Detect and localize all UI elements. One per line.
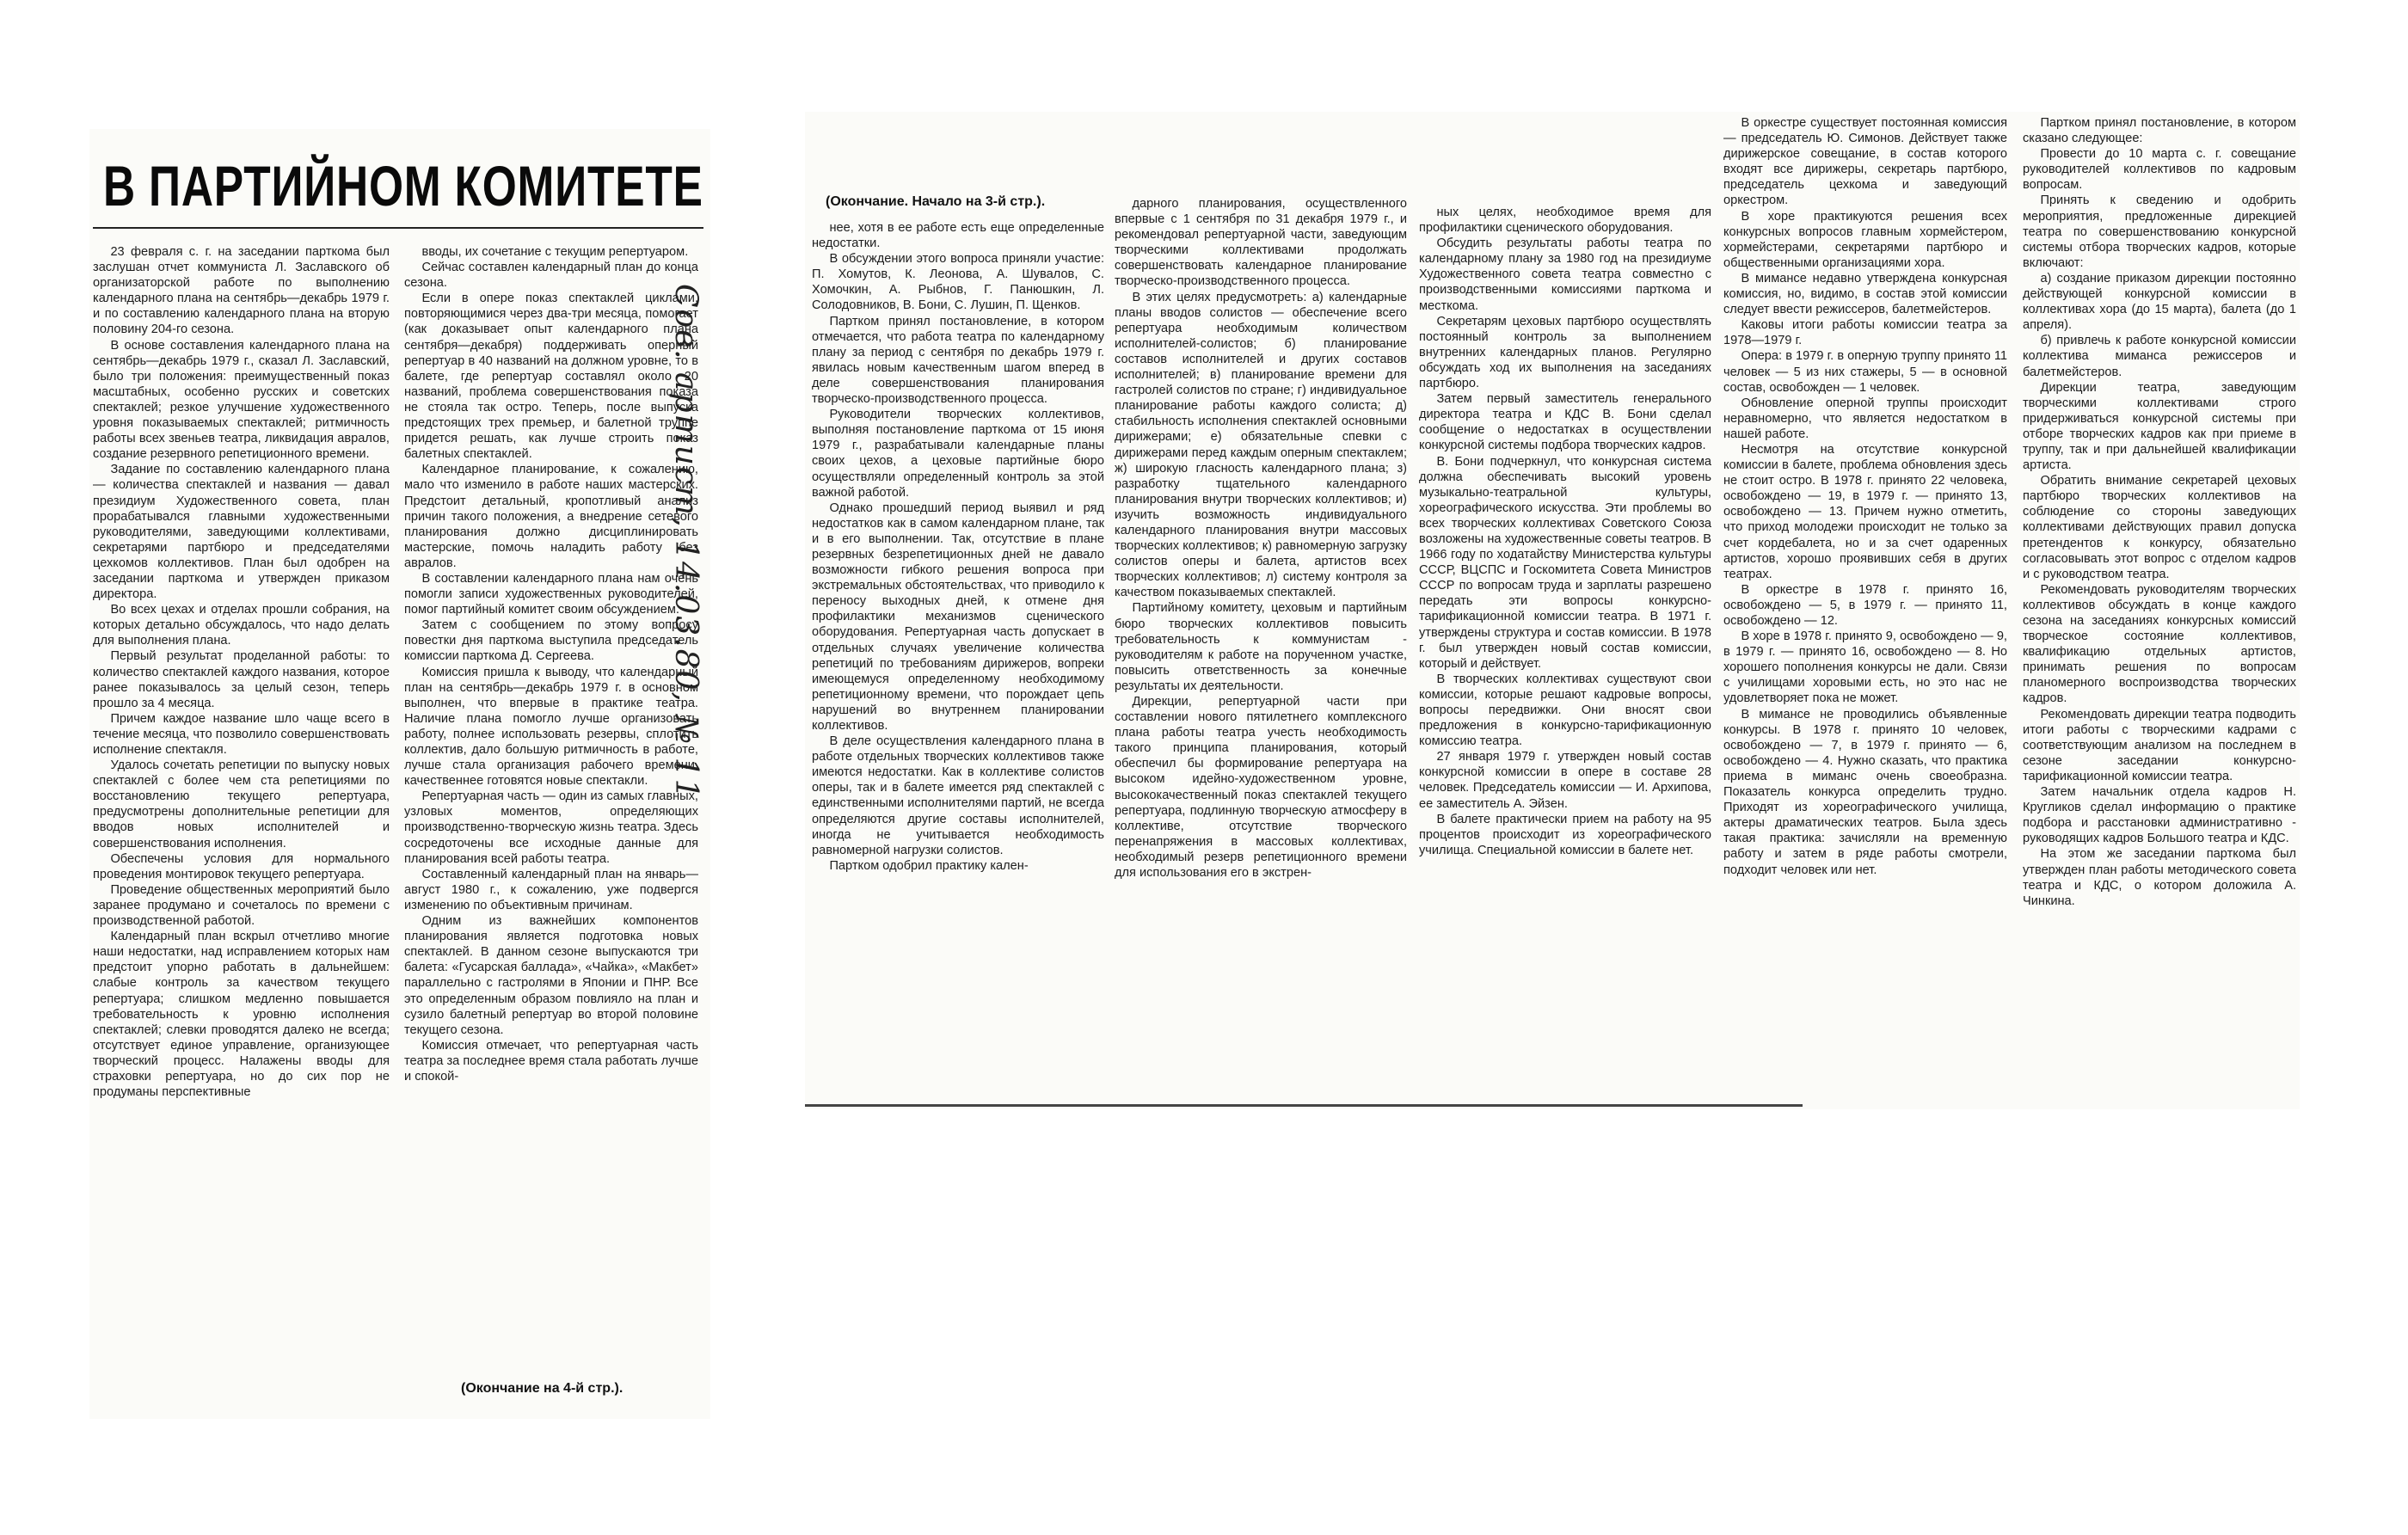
paragraph: Обсудить результаты работы театра по календарному плану за 1980 год на президиуме Художественного совета театра совместно с производственными комиссиями парткома и месткома.: [1419, 236, 1711, 313]
paragraph: Репертуарная часть — один из самых главных, узловых моментов, определяющих производственно-творческую жизнь театра. Здесь сосредоточены все исходные данные для планирования всей работы театра.: [404, 789, 698, 866]
paragraph: Партийному комитету, цеховым и партийным бюро творческих коллективов повысить требовательность к коммунистам - руководителям к работе на порученном участке, повысить ответственность за конечные результаты их деятельности.: [1115, 601, 1407, 693]
paragraph: Комиссия отмечает, что репертуарная часть театра за последнее время стала работать лучше и спокой-: [404, 1038, 698, 1084]
paragraph: ных целях, необходимое время для профилактики сценического оборудования.: [1419, 206, 1711, 236]
paragraph: Дирекции театра, заведующим творческими коллективами строго придерживаться конкурсной системы при отборе творческих кадров как при приеме в труппу, так и при дальнейшей квалификации артиста.: [2023, 380, 2296, 473]
paragraph: Опера: в 1979 г. в оперную труппу принято 11 человек — 5 из них стажеры, 5 — в основной состав, освобожден — 1 человек.: [1723, 349, 2007, 395]
paragraph: Партком принял постановление, в котором сказано следующее:: [2023, 116, 2296, 146]
paragraph: Обеспечены условия для нормального проведения монтировок текущего репертуара.: [93, 851, 390, 881]
headline-rule: [93, 227, 703, 229]
article-column-2: [404, 244, 698, 1371]
paragraph: На этом же заседании парткома был утвержден план работы методического совета театра и КДС, о котором доложила А. Чинкина.: [2023, 847, 2296, 908]
paragraph: Обновление оперной труппы происходит неравномерно, что является недостатком в нашей работе.: [1723, 396, 2007, 441]
paragraph: Каковы итоги работы комиссии театра за 1978—1979 г.: [1723, 318, 2007, 348]
paragraph: Затем начальник отдела кадров Н. Кругликов сделал информацию о практике подбора и расстановки административно - руководящих кадров Большого театра и КДС.: [2023, 785, 2296, 846]
paragraph: Календарное планирование, к сожалению, мало что изменило в работе наших мастерских. Предстоит детальный, кропотливый анализ причин такого положения, а внедрение сетевого планирования должно дисциплинировать мастерские, помочь наладить работу без авралов.: [404, 463, 698, 570]
handwritten-annotation: Сов. артист, 14.03.80, № 11: [668, 284, 703, 801]
paragraph: В составлении календарного плана нам очень помогли записи художественных руководителей, помог партийный комитет своим обсуждением.: [404, 571, 698, 617]
paragraph: В. Бони подчеркнул, что конкурсная система должна обеспечивать высокий уровень музыкально-театральной культуры, хореографического искусства. Эти проблемы во всех творческих коллективах Советского Союза возложены на художественные советы театров. В 1966 году по ходатайству Министерства культуры СССР, ВЦСПС и Госкомитета Совета Министров СССР по вопросам труда и зарплаты разрешено передать эти вопросы конкурсно-тарификационной комиссии театра. В 1971 г. утверждены структура и состав комиссии. В 1978 г. был утвержден новый состав комиссии, который и действует.: [1419, 454, 1711, 671]
paragraph: Рекомендовать дирекции театра подводить итоги работы с творческими кадрами с соответствующим анализом на последнем в сезоне заседании конкурсно-тарификационной комиссии театра.: [2023, 707, 2296, 783]
paragraph: Обратить внимание секретарей цеховых партбюро творческих коллективов на соблюдение со стороны заведующих коллективами действующих правил допуска претендентов к конкурсу, обязательно согласовывать этот вопрос с отделом кадров и с руководством театра.: [2023, 474, 2296, 581]
article-column-3: [812, 220, 1104, 1097]
paragraph: Проведение общественных мероприятий было заранее продумано и сочеталось по времени с производственной работой.: [93, 882, 390, 929]
paragraph: Однако прошедший период выявил и ряд недостатков как в самом календарном плане, так и в его выполнении. Так, отсутствие в плане резервных безрепетиционных дней не давало возможности гибкого решения вопроса при экстремальных обстоятельствах, что приводило к переносу выходных дней, к отмене дня профилактики механизмов сценического оборудования. Репертуарная часть допускает в отдельных случаях увеличение количества репетиций по требованиям дирижеров, вопреки имеющемуся определенному необходимому репетиционному времени, что порождает цепь нарушений во внутреннем планировании коллективов.: [812, 500, 1104, 733]
paragraph: а) создание приказом дирекции постоянно действующей конкурсной комиссии в коллективах хора (до 15 марта), балета (до 1 апреля).: [2023, 271, 2296, 333]
continued-from-note: (Окончание. Начало на 3-й стр.).: [826, 194, 1046, 209]
paragraph: Первый результат проделанной работы: то количество спектаклей каждого названия, которое ранее показывалось за целый сезон, теперь прошло за 4 месяца.: [93, 649, 390, 710]
paragraph: В хоре в 1978 г. принято 9, освобождено — 9, в 1979 г. — принято 16, освобождено — 8. Но хорошего пополнения конкурсы не дали. Связи с училищами хоровыми есть, но это нас не удовлетворяет пока не может.: [1723, 629, 2007, 706]
paragraph: В обсуждении этого вопроса приняли участие: П. Хомутов, К. Леонова, А. Шувалов, С. Хомочкин, А. Рыбнов, Г. Панюшкин, Л. Солодовников, В. Бони, С. Лушин, П. Щенков.: [812, 252, 1104, 313]
paragraph: Затем с сообщением по этому вопросу повестки дня парткома выступила председатель комиссии парткома Д. Сергеева.: [404, 618, 698, 664]
paragraph: Затем первый заместитель генерального директора театра и КДС В. Бони сделал сообщение о недостатках в осуществлении конкурсной системы подбора творческих кадров.: [1419, 392, 1711, 453]
paragraph: В деле осуществления календарного плана в работе отдельных творческих коллективов также имеются недостатки. Как в коллективе солистов оперы, так и в балете имеется ряд спектаклей с единственными исполнителями партий, не всегда определяются другие составы исполнителей, иногда не учитывается необходимость равномерной нагрузки солистов.: [812, 734, 1104, 857]
paragraph: Причем каждое название шло чаще всего в течение месяца, что позволило совершенствовать исполнение спектакля.: [93, 711, 390, 757]
paragraph: В хоре практикуются решения всех конкурсных вопросов главным хормейстером, хормейстерами, секретарями партбюро и общественными организациями хора.: [1723, 209, 2007, 270]
paragraph: Дирекции, репертуарной части при составлении нового пятилетнего комплексного плана работы театра учесть необходимость такого принципа планирования, который обеспечил бы формирование репертуара на высоком идейно-художественном уровне, высококачественный показ спектаклей текущего репертуара, подлинную творческую атмосферу в коллективе, отсутствие творческого перенапряжения в массовых коллективах, необходимый резерв репетиционного времени для использования его в экстрен-: [1115, 695, 1407, 881]
paragraph: Если в опере показ спектаклей циклами, повторяющимися через два-три месяца, помогает (как доказывает опыт календарного плана сентября—декабря) поддерживать оперный репертуар в 40 названий на должном уровне, то в балете, где репертуар составлял около 20 названий, проблема совершенствования показа не стояла так остро. Теперь, после выпуска предстоящих трех премьер, и балетной труппе придется решать, как лучше строить показ балетных спектаклей.: [404, 292, 698, 462]
paragraph: В мимансе недавно утверждена конкурсная комиссия, но, видимо, в состав этой комиссии следует ввести режиссеров, балетмейстеров.: [1723, 271, 2007, 317]
article-column-7: [2023, 115, 2296, 1096]
paragraph: В балете практически прием на работу на 95 процентов происходит из хореографического училища. Специальной комиссии в балете нет.: [1419, 812, 1711, 857]
paragraph: 23 февраля с. г. на заседании парткома был заслушан отчет коммуниста Л. Заславского об организаторской работе по выполнению календарного плана на сентябрь—декабрь 1979 г. и по составлению календарного плана на вторую половину 204-го сезона.: [93, 245, 390, 337]
paragraph: Принять к сведению и одобрить мероприятия, предложенные дирекцией театра по совершенствованию конкурсной системы отбора творческих кадров, которые включают:: [2023, 193, 2296, 270]
continued-on-note: (Окончание на 4-й стр.).: [461, 1381, 624, 1396]
paragraph: Календарный план вскрыл отчетливо многие наши недостатки, над исправлением которых нам предстоит упорно работать в дальнейшем: слабые контроль за качеством текущего репертуара; слишком медленно повышается требовательность к уровню исполнения спектаклей; слевки проводятся далеко не всегда; отсутствует единое управление, организующее творческий процесс. Налажены вводы для страховки репертуара, но до сих пор не продуманы перспективные: [93, 930, 390, 1100]
paragraph: Рекомендовать руководителям творческих коллективов обсуждать в конце каждого сезона на заседаниях конкурсных комиссий творческое состояние коллективов, квалификацию отдельных артистов, принимать решения по вопросам планомерного воспроизводства творческих кадров.: [2023, 582, 2296, 706]
paragraph: Составленный календарный план на январь—август 1980 г., к сожалению, уже подвергся изменению по объективным причинам.: [404, 867, 698, 912]
paragraph: Сейчас составлен календарный план до конца сезона.: [404, 261, 698, 291]
paragraph: Провести до 10 марта с. г. совещание руководителей коллективов по кадровым вопросам.: [2023, 147, 2296, 193]
paragraph: В творческих коллективах существуют свои комиссии, которые решают кадровые вопросы, вопросы передвижки. Они вносят свои предложения в конкурсно-тарификационную комиссию театра.: [1419, 672, 1711, 749]
paragraph: В этих целях предусмотреть: а) календарные планы вводов солистов — обеспечение всего репертуара необходимым количеством исполнителей-солистов; б) планирование составов исполнителей и других составов исполнителей; в) планирование времени для гастролей солистов по стране; г) индивидуальное планирование работы каждого солиста; д) стабильность исполнения спектаклей основными дирижерами; е) обязательные спевки с дирижерами перед каждым оперным спектаклем; ж) широкую гласность календарного плана; з) разработку тщательного календарного планирования внутри творческих коллективов; и) изучить возможность индивидуального календарного планирования внутри массовых творческих коллективов; к) равномерную загрузку солистов оперы и балета, артистов всех творческих коллективов; л) систему контроля за качеством показываемых спектаклей.: [1115, 290, 1407, 600]
paragraph: 27 января 1979 г. утвержден новый состав конкурсной комиссии в опере в составе 28 человек. Председатель комиссии — И. Архипова, ее заместитель А. Эйзен.: [1419, 750, 1711, 811]
paragraph: Секретарям цеховых партбюро осуществлять постоянный контроль за выполнением внутренних календарных планов. Регулярно обсуждать ход их выполнения на заседаниях партбюро.: [1419, 314, 1711, 391]
article-column-4: [1115, 196, 1407, 1099]
paragraph: Партком принял постановление, в котором отмечается, что работа театра по календарному плану за период с сентября по декабрь 1979 г. явилась новым качественным шагом вперед в деле совершенствования планирования творческо-производственного процесса.: [812, 314, 1104, 407]
paragraph: Комиссия пришла к выводу, что календарный план на сентябрь—декабрь 1979 г. в основном выполнен, что впервые в практике театра. Наличие плана помогло лучше организовать работу, полнее использовать резервы, сплотить коллектив, дало большую ритмичность в работе, лучше стала организация рабочего времени, качественнее готовятся новые спектакли.: [404, 665, 698, 789]
headline: В ПАРТИЙНОМ КОМИТЕТЕ: [103, 154, 703, 218]
paragraph: б) привлечь к работе конкурсной комиссии коллектива миманса режиссеров и балетмейстеров.: [2023, 334, 2296, 379]
paragraph: Партком одобрил практику кален-: [829, 858, 1029, 873]
paragraph: вводы, их сочетание с текущим репертуаром.: [421, 245, 689, 259]
paragraph: Несмотря на отсутствие конкурсной комиссии в балете, проблема обновления здесь не стоит остро. В 1978 г. принято 22 человека, освобождено — 19, в 1979 г. — принято 13, освобождено — 13. Причем нужно отметить, что приход молодежи происходит не только за счет кордебалета, но и за счет одаренных артистов, хорошо проявивших себя в других театрах.: [1723, 442, 2007, 581]
paragraph: Одним из важнейших компонентов планирования является подготовка новых спектаклей. В данном сезоне выпускаются три балета: «Гусарская баллада», «Чайка», «Макбет» параллельно с гастролями в Японии и ПНР. Все это определенным образом повлияло на план и сузило балетный репертуар во второй половине текущего сезона.: [404, 914, 698, 1037]
paragraph: Во всех цехах и отделах прошли собрания, на которых детально обсуждалось, что надо делать для выполнения плана.: [93, 603, 390, 648]
paragraph: Руководители творческих коллективов, выполняя постановление парткома от 15 июня 1979 г., разрабатывали календарные планы своих цехов, а цеховые партийные бюро осуществляли определенный контроль за этой важной работой.: [812, 408, 1104, 500]
article-column-6: [1723, 115, 2007, 1096]
paragraph: нее, хотя в ее работе есть еще определенные недостатки.: [812, 221, 1104, 251]
paragraph: В оркестре в 1978 г. принято 16, освобождено — 5, в 1979 г. — принято 11, освобождено — 12.: [1723, 582, 2007, 628]
paragraph: дарного планирования, осуществленного впервые с 1 сентября по 31 декабря 1979 г., и рекомендовал репертуарной части, заведующим творческими коллективами продолжать совершенствовать календарное планирование творческо-производственного процесса.: [1115, 197, 1407, 289]
paragraph: В основе составления календарного плана на сентябрь—декабрь 1979 г., сказал Л. Заславский, было три положения: преимущественный показ масштабных, особенно русских и советских спектаклей; резкое улучшение художественного уровня показываемых спектаклей; ритмичность работы всех звеньев театра, ликвидация авралов, создание резервного репетиционного времени.: [93, 338, 390, 462]
article-column-1: [93, 244, 390, 1418]
bottom-tear-edge: [805, 1104, 1803, 1107]
paragraph: В мимансе не проводились объявленные конкурсы. В 1978 г. принято 10 человек, освобождено — 7, в 1979 г. принято — 6, освобождено — 4. Нужно сказать, что практика приема в миманс очень своеобразна. Показатель конкурса определить трудно. Приходят из хореографического училища, актеры драматических театров. Была здесь такая практика: зачисляли на временную работу и затем в ряде работы смотрели, подходит человек или нет.: [1723, 707, 2007, 877]
paragraph: В оркестре существует постоянная комиссия — председатель Ю. Симонов. Действует также дирижерское совещание, в состав которого входят все дирижеры, секретарь партбюро, председатель цехкома и заведующий оркестром.: [1723, 116, 2007, 208]
paragraph: Задание по составлению календарного плана — количества спектаклей и названия — давал президиум Художественного совета, план прорабатывался главными художественными руководителями, заведующими коллективами, секретарями партбюро и председателями цехкомов коллективов. План был одобрен на заседании парткома и утвержден приказом директора.: [93, 463, 390, 602]
paragraph: Удалось сочетать репетиции по выпуску новых спектаклей с более чем ста репетициями по восстановлению текущего репертуара, предусмотрены дополнительные репетиции для вводов новых исполнителей и совершенствования исполнения.: [93, 758, 390, 850]
article-column-5: [1419, 205, 1711, 1095]
